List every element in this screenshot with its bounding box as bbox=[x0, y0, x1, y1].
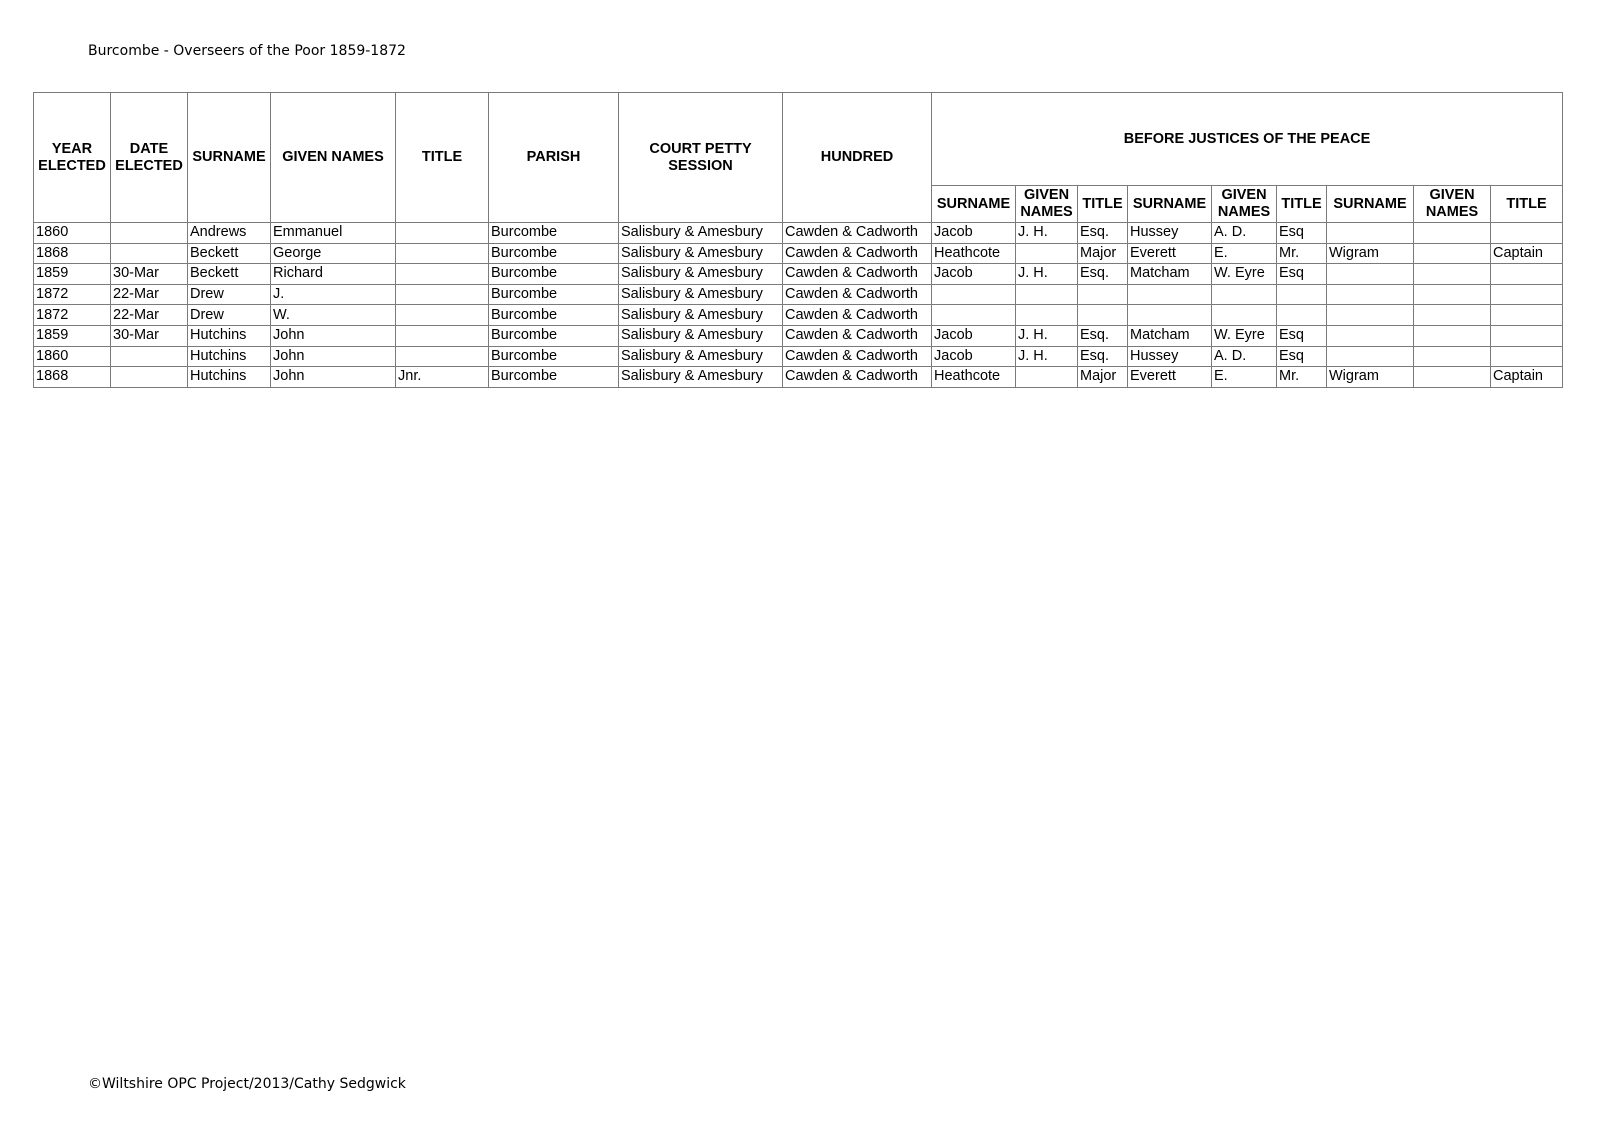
table-cell: Salisbury & Amesbury bbox=[619, 367, 783, 388]
table-cell: Cawden & Cadworth bbox=[783, 367, 932, 388]
table-cell bbox=[1327, 346, 1414, 367]
table-cell: Burcombe bbox=[489, 325, 619, 346]
table-cell: Everett bbox=[1128, 367, 1212, 388]
table-cell: 22-Mar bbox=[111, 284, 188, 305]
table-cell: J. H. bbox=[1016, 325, 1078, 346]
table-cell: 30-Mar bbox=[111, 325, 188, 346]
col-jp3-given-names: GIVEN NAMES bbox=[1414, 186, 1491, 223]
table-cell: Cawden & Cadworth bbox=[783, 223, 932, 244]
table-cell: Burcombe bbox=[489, 305, 619, 326]
col-jp2-surname: SURNAME bbox=[1128, 186, 1212, 223]
table-cell: Cawden & Cadworth bbox=[783, 325, 932, 346]
table-cell bbox=[1491, 284, 1563, 305]
table-cell: 1860 bbox=[34, 223, 111, 244]
table-cell: Esq bbox=[1277, 264, 1327, 285]
copyright-footer: ©Wiltshire OPC Project/2013/Cathy Sedgwick bbox=[88, 1076, 406, 1092]
table-cell: 1859 bbox=[34, 325, 111, 346]
table-cell: A. D. bbox=[1212, 223, 1277, 244]
table-cell: Salisbury & Amesbury bbox=[619, 243, 783, 264]
table-cell: Matcham bbox=[1128, 264, 1212, 285]
table-cell bbox=[1212, 305, 1277, 326]
table-cell: Esq. bbox=[1078, 223, 1128, 244]
table-cell: Wigram bbox=[1327, 243, 1414, 264]
table-cell: Esq. bbox=[1078, 264, 1128, 285]
table-row bbox=[34, 367, 1563, 388]
table-cell: Salisbury & Amesbury bbox=[619, 325, 783, 346]
table-cell: Esq bbox=[1277, 346, 1327, 367]
col-jp2-title: TITLE bbox=[1277, 186, 1327, 223]
table-cell: 1872 bbox=[34, 284, 111, 305]
table-cell: John bbox=[271, 367, 396, 388]
table-cell: 1872 bbox=[34, 305, 111, 326]
table-cell bbox=[1327, 284, 1414, 305]
table-cell: Jacob bbox=[932, 325, 1016, 346]
table-body bbox=[34, 223, 1563, 388]
table-cell bbox=[396, 346, 489, 367]
table-cell: Cawden & Cadworth bbox=[783, 243, 932, 264]
table-row bbox=[34, 284, 1563, 305]
col-jp1-given-names: GIVEN NAMES bbox=[1016, 186, 1078, 223]
table-cell: 30-Mar bbox=[111, 264, 188, 285]
col-jp3-title: TITLE bbox=[1491, 186, 1563, 223]
overseers-table bbox=[33, 92, 1563, 388]
table-cell: J. bbox=[271, 284, 396, 305]
table-cell: Jacob bbox=[932, 346, 1016, 367]
table-cell bbox=[1414, 284, 1491, 305]
table-cell bbox=[396, 223, 489, 244]
table-cell: Beckett bbox=[188, 243, 271, 264]
table-cell: Drew bbox=[188, 284, 271, 305]
table-cell: Esq bbox=[1277, 325, 1327, 346]
table-cell: Major bbox=[1078, 243, 1128, 264]
table-cell: Salisbury & Amesbury bbox=[619, 346, 783, 367]
page-title: Burcombe - Overseers of the Poor 1859-1872 bbox=[88, 43, 406, 59]
table-cell bbox=[1491, 305, 1563, 326]
table-cell bbox=[1277, 305, 1327, 326]
table-cell: George bbox=[271, 243, 396, 264]
table-cell: Heathcote bbox=[932, 243, 1016, 264]
table-cell bbox=[1414, 367, 1491, 388]
table-cell bbox=[1491, 264, 1563, 285]
table-cell bbox=[1414, 243, 1491, 264]
table-cell bbox=[396, 284, 489, 305]
col-jp3-surname: SURNAME bbox=[1327, 186, 1414, 223]
col-year-elected: YEAR ELECTED bbox=[34, 93, 111, 223]
col-court-petty-session: COURT PETTY SESSION bbox=[619, 93, 783, 223]
table-cell: Heathcote bbox=[932, 367, 1016, 388]
table-cell: Matcham bbox=[1128, 325, 1212, 346]
table-cell: Mr. bbox=[1277, 367, 1327, 388]
table-cell: Captain bbox=[1491, 243, 1563, 264]
table-cell: J. H. bbox=[1016, 264, 1078, 285]
table-cell bbox=[1327, 325, 1414, 346]
table-row bbox=[34, 264, 1563, 285]
table-cell: Salisbury & Amesbury bbox=[619, 264, 783, 285]
table-cell bbox=[1414, 346, 1491, 367]
table-cell bbox=[1327, 305, 1414, 326]
table-cell: Salisbury & Amesbury bbox=[619, 284, 783, 305]
table-cell bbox=[396, 305, 489, 326]
table-cell: Salisbury & Amesbury bbox=[619, 223, 783, 244]
table-cell: Salisbury & Amesbury bbox=[619, 305, 783, 326]
table-row bbox=[34, 346, 1563, 367]
table-cell: Everett bbox=[1128, 243, 1212, 264]
table-cell: Esq. bbox=[1078, 325, 1128, 346]
table-cell: Burcombe bbox=[489, 223, 619, 244]
table-cell bbox=[1327, 223, 1414, 244]
table-cell: Richard bbox=[271, 264, 396, 285]
table-cell bbox=[111, 367, 188, 388]
table-cell bbox=[396, 325, 489, 346]
table-cell: Cawden & Cadworth bbox=[783, 284, 932, 305]
table-cell: Esq bbox=[1277, 223, 1327, 244]
table-cell: Drew bbox=[188, 305, 271, 326]
table-cell bbox=[1414, 223, 1491, 244]
table-cell: Major bbox=[1078, 367, 1128, 388]
col-given-names: GIVEN NAMES bbox=[271, 93, 396, 223]
table-cell bbox=[1078, 305, 1128, 326]
table-cell: Cawden & Cadworth bbox=[783, 346, 932, 367]
table-cell bbox=[1128, 284, 1212, 305]
table-row bbox=[34, 305, 1563, 326]
table-cell: J. H. bbox=[1016, 223, 1078, 244]
table-cell: Captain bbox=[1491, 367, 1563, 388]
table-row bbox=[34, 243, 1563, 264]
col-before-justices: BEFORE JUSTICES OF THE PEACE bbox=[932, 93, 1563, 186]
table-cell bbox=[111, 243, 188, 264]
table-cell: 1859 bbox=[34, 264, 111, 285]
col-jp2-given-names: GIVEN NAMES bbox=[1212, 186, 1277, 223]
table-cell bbox=[396, 264, 489, 285]
col-parish: PARISH bbox=[489, 93, 619, 223]
table-cell: E. bbox=[1212, 367, 1277, 388]
table-cell: Hutchins bbox=[188, 325, 271, 346]
table-cell: A. D. bbox=[1212, 346, 1277, 367]
table-cell: John bbox=[271, 325, 396, 346]
table-cell: Hussey bbox=[1128, 223, 1212, 244]
table-cell: Wigram bbox=[1327, 367, 1414, 388]
table-cell: Cawden & Cadworth bbox=[783, 305, 932, 326]
table-cell: Jnr. bbox=[396, 367, 489, 388]
table-cell: W. Eyre bbox=[1212, 264, 1277, 285]
table-cell bbox=[1414, 325, 1491, 346]
table-cell: 1868 bbox=[34, 243, 111, 264]
table-cell: 1868 bbox=[34, 367, 111, 388]
table-cell: Burcombe bbox=[489, 243, 619, 264]
table-cell: J. H. bbox=[1016, 346, 1078, 367]
table-cell bbox=[1414, 264, 1491, 285]
table-cell: Burcombe bbox=[489, 264, 619, 285]
table-row bbox=[34, 223, 1563, 244]
table-cell bbox=[1414, 305, 1491, 326]
table-cell bbox=[1078, 284, 1128, 305]
table-cell: Hussey bbox=[1128, 346, 1212, 367]
col-surname: SURNAME bbox=[188, 93, 271, 223]
table-cell bbox=[111, 223, 188, 244]
table-cell: W. bbox=[271, 305, 396, 326]
table-cell: Burcombe bbox=[489, 346, 619, 367]
table-cell bbox=[1491, 346, 1563, 367]
table-cell bbox=[1016, 243, 1078, 264]
col-title: TITLE bbox=[396, 93, 489, 223]
table-cell bbox=[1016, 284, 1078, 305]
table-cell bbox=[1327, 264, 1414, 285]
table-cell: Hutchins bbox=[188, 346, 271, 367]
table-cell: 22-Mar bbox=[111, 305, 188, 326]
table-cell: Emmanuel bbox=[271, 223, 396, 244]
table-row bbox=[34, 325, 1563, 346]
table-cell bbox=[1491, 223, 1563, 244]
col-jp1-surname: SURNAME bbox=[932, 186, 1016, 223]
col-date-elected: DATE ELECTED bbox=[111, 93, 188, 223]
table-cell bbox=[1128, 305, 1212, 326]
table-cell: E. bbox=[1212, 243, 1277, 264]
table-cell: W. Eyre bbox=[1212, 325, 1277, 346]
table-cell bbox=[396, 243, 489, 264]
table-cell bbox=[932, 305, 1016, 326]
table-cell: 1860 bbox=[34, 346, 111, 367]
table-cell bbox=[111, 346, 188, 367]
table-cell: Burcombe bbox=[489, 284, 619, 305]
table-cell: Beckett bbox=[188, 264, 271, 285]
table-cell: Andrews bbox=[188, 223, 271, 244]
col-hundred: HUNDRED bbox=[783, 93, 932, 223]
table-cell: Hutchins bbox=[188, 367, 271, 388]
table-cell bbox=[1016, 367, 1078, 388]
table-cell: Cawden & Cadworth bbox=[783, 264, 932, 285]
table-cell bbox=[1491, 325, 1563, 346]
table-cell: Burcombe bbox=[489, 367, 619, 388]
table-cell bbox=[1016, 305, 1078, 326]
col-jp1-title: TITLE bbox=[1078, 186, 1128, 223]
table-cell bbox=[932, 284, 1016, 305]
table-cell: John bbox=[271, 346, 396, 367]
table-cell: Jacob bbox=[932, 223, 1016, 244]
table-cell: Esq. bbox=[1078, 346, 1128, 367]
table-cell bbox=[1277, 284, 1327, 305]
table-cell: Mr. bbox=[1277, 243, 1327, 264]
table-cell: Jacob bbox=[932, 264, 1016, 285]
table-cell bbox=[1212, 284, 1277, 305]
